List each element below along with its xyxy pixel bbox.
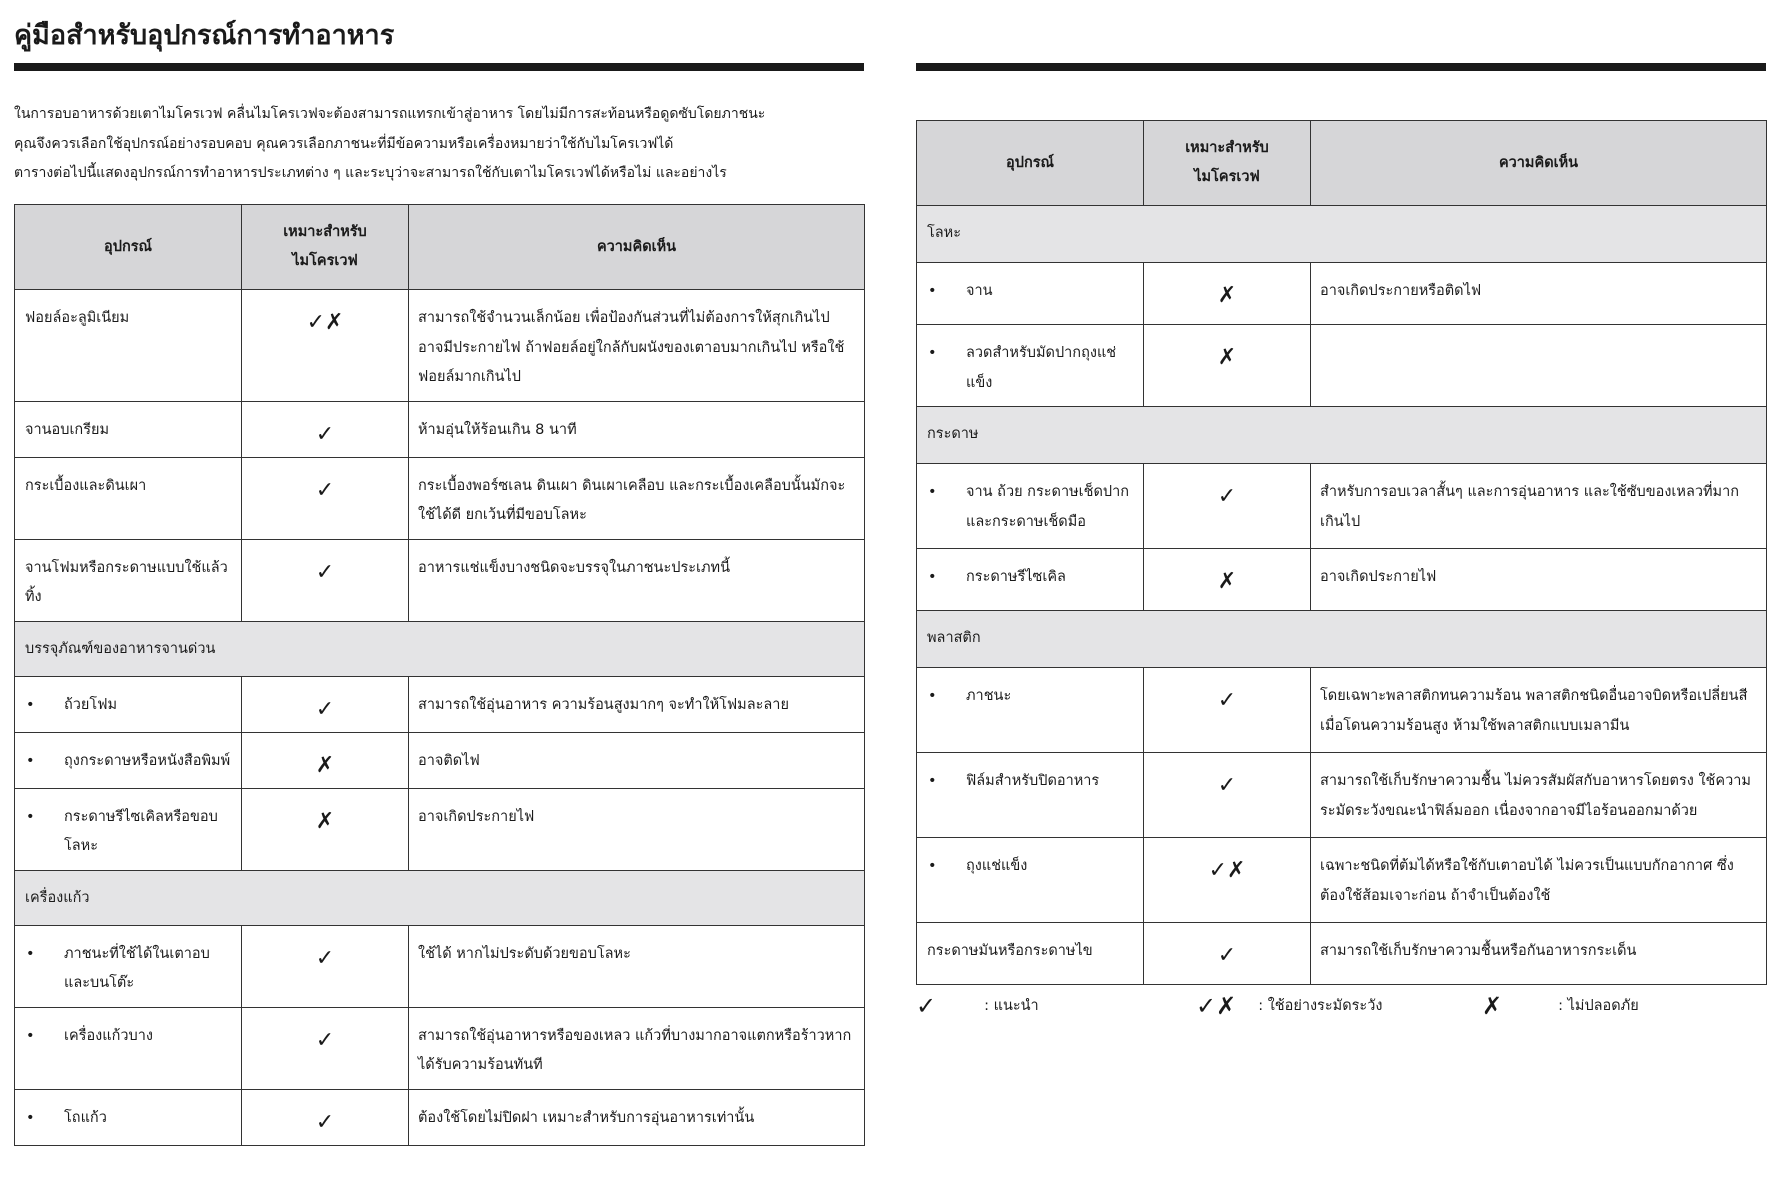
table-row xyxy=(917,668,1767,753)
utensil-comment: กระเบื้องพอร์ซเลน ดินเผา ดินเผาเคลือบ และกระเบื้องเคลือบนั้นมักจะใช้ได้ดี ยกเว้นที่มีขอบโลหะ xyxy=(409,457,865,539)
legend-label: : แนะนำ xyxy=(984,998,1039,1014)
header-comment: ความคิดเห็น xyxy=(409,205,865,290)
suitability-mark: ✓ xyxy=(1144,668,1311,753)
utensil-name: ฟอยล์อะลูมิเนียม xyxy=(15,290,242,402)
legend-caution xyxy=(1196,988,1382,1024)
table-header-row xyxy=(917,121,1767,206)
section-title: บรรจุภัณฑ์ของอาหารจานด่วน xyxy=(15,621,865,676)
suitability-mark: ✗ xyxy=(1144,263,1311,325)
utensil-comment: สามารถใช้อุ่นอาหารหรือของเหลว แก้วที่บางมากอาจแตกหรือร้าวหากได้รับความร้อนทันที xyxy=(409,1007,865,1089)
table-row xyxy=(15,290,865,402)
utensil-comment: สำหรับการอบเวลาสั้นๆ และการอุ่นอาหาร และใช้ซับของเหลวที่มากเกินไป xyxy=(1311,464,1767,549)
table-row xyxy=(917,549,1767,611)
utensil-name: จานโฟมหรือกระดาษแบบใช้แล้วทิ้ง xyxy=(15,539,242,621)
utensil-name: • กระดาษรีไซเคิลหรือขอบโลหะ xyxy=(15,788,242,870)
suitability-mark: ✗ xyxy=(242,788,409,870)
check-cross-icon: ✓✗ xyxy=(1196,992,1237,1020)
suitability-mark: ✓ xyxy=(242,401,409,457)
intro-line: ตารางต่อไปนี้แสดงอุปกรณ์การทำอาหารประเภทต่าง ๆ และระบุว่าจะสามารถใช้กับเตาไมโครเวฟได้หรือไม่ และอย่างไร xyxy=(14,165,727,181)
table-row xyxy=(917,753,1767,838)
utensil-name: • ลวดสำหรับมัดปากถุงแช่แข็ง xyxy=(917,325,1144,407)
header-utensil: อุปกรณ์ xyxy=(15,205,242,290)
suitability-mark: ✗ xyxy=(1144,549,1311,611)
utensil-name: จานอบเกรียม xyxy=(15,401,242,457)
legend-label: : ไม่ปลอดภัย xyxy=(1558,998,1639,1014)
utensil-comment: สามารถใช้อุ่นอาหาร ความร้อนสูงมากๆ จะทำให้โฟมละลาย xyxy=(409,676,865,732)
utensil-name: กระเบื้องและดินเผา xyxy=(15,457,242,539)
intro-line: ในการอบอาหารด้วยเตาไมโครเวฟ คลื่นไมโครเวฟจะต้องสามารถแทรกเข้าสู่อาหาร โดยไม่มีการสะท้อนหรือดูดซับโดยภาชนะ xyxy=(14,106,766,122)
utensil-name: • ถุงแช่แข็ง xyxy=(917,838,1144,923)
utensil-comment: อาจติดไฟ xyxy=(409,732,865,788)
title-rule xyxy=(14,63,864,71)
utensil-name: • จาน xyxy=(917,263,1144,325)
utensil-name: • ภาชนะที่ใช้ได้ในเตาอบและบนโต๊ะ xyxy=(15,925,242,1007)
legend-unsafe xyxy=(1482,988,1639,1024)
table-row xyxy=(15,457,865,539)
suitability-mark: ✓ xyxy=(242,457,409,539)
table-header-row xyxy=(15,205,865,290)
section-row xyxy=(917,407,1767,464)
header-utensil: อุปกรณ์ xyxy=(917,121,1144,206)
utensil-name: กระดาษมันหรือกระดาษไข xyxy=(917,923,1144,985)
section-row xyxy=(917,611,1767,668)
suitability-mark: ✓ xyxy=(1144,753,1311,838)
suitability-mark: ✓ xyxy=(242,925,409,1007)
cross-icon: ✗ xyxy=(1482,992,1503,1020)
table-row xyxy=(15,401,865,457)
utensil-comment: อาจเกิดประกายไฟ xyxy=(1311,549,1767,611)
table-row xyxy=(15,676,865,732)
suitability-mark: ✗ xyxy=(1144,325,1311,407)
utensil-comment: เฉพาะชนิดที่ต้มได้หรือใช้กับเตาอบได้ ไม่ควรเป็นแบบกักอากาศ ซึ่งต้องใช้ส้อมเจาะก่อน ถ้าจำเป็นต้องใช้ xyxy=(1311,838,1767,923)
suitability-mark: ✓✗ xyxy=(242,290,409,402)
section-title: เครื่องแก้ว xyxy=(15,870,865,925)
header-suitable: เหมาะสำหรับ ไมโครเวฟ xyxy=(242,205,409,290)
utensil-comment: ห้ามอุ่นให้ร้อนเกิน 8 นาที xyxy=(409,401,865,457)
utensil-comment: อาหารแช่แข็งบางชนิดจะบรรจุในภาชนะประเภทนี้ xyxy=(409,539,865,621)
table-row xyxy=(917,464,1767,549)
intro-line: คุณจึงควรเลือกใช้อุปกรณ์อย่างรอบคอบ คุณควรเลือกภาชนะที่มีข้อความหรือเครื่องหมายว่าใช้กับไมโครเวฟได้ xyxy=(14,135,674,152)
utensil-table-right xyxy=(916,120,1767,985)
utensil-comment: สามารถใช้จำนวนเล็กน้อย เพื่อป้องกันส่วนที่ไม่ต้องการให้สุกเกินไป อาจมีประกายไฟ ถ้าฟอยล์อยู่ใกล้กับผนังของเตาอบมากเกินไป หรือใช้ฟอยล์มากเกินไป xyxy=(409,290,865,402)
table-row xyxy=(15,1089,865,1145)
utensil-table-left xyxy=(14,204,865,1146)
utensil-name: • จาน ถ้วย กระดาษเช็ดปากและกระดาษเช็ดมือ xyxy=(917,464,1144,549)
utensil-name: • ถุงกระดาษหรือหนังสือพิมพ์ xyxy=(15,732,242,788)
suitability-mark: ✓ xyxy=(1144,923,1311,985)
table-row xyxy=(917,325,1767,407)
check-icon: ✓ xyxy=(916,992,937,1020)
section-row xyxy=(15,621,865,676)
section-row xyxy=(917,206,1767,263)
utensil-comment: โดยเฉพาะพลาสติกทนความร้อน พลาสติกชนิดอื่นอาจบิดหรือเปลี่ยนสีเมื่อโดนความร้อนสูง ห้ามใช้พลาสติกแบบเมลามีน xyxy=(1311,668,1767,753)
table-row xyxy=(15,732,865,788)
table-row xyxy=(917,838,1767,923)
utensil-comment: สามารถใช้เก็บรักษาความชื้น ไม่ควรสัมผัสกับอาหารโดยตรง ใช้ความระมัดระวังขณะนำฟิล์มออก เนื่องจากอาจมีไอร้อนออกมาด้วย xyxy=(1311,753,1767,838)
suitability-mark: ✓✗ xyxy=(1144,838,1311,923)
utensil-comment xyxy=(1311,325,1767,407)
section-title: พลาสติก xyxy=(917,611,1767,668)
suitability-mark: ✗ xyxy=(242,732,409,788)
table-row xyxy=(15,925,865,1007)
utensil-name: • ฟิล์มสำหรับปิดอาหาร xyxy=(917,753,1144,838)
utensil-comment: ใช้ได้ หากไม่ประดับด้วยขอบโลหะ xyxy=(409,925,865,1007)
table-row xyxy=(15,539,865,621)
page-title: คู่มือสำหรับอุปกรณ์การทำอาหาร xyxy=(14,20,395,51)
legend xyxy=(916,988,1766,1028)
suitability-mark: ✓ xyxy=(242,1007,409,1089)
utensil-name: • ถ้วยโฟม xyxy=(15,676,242,732)
utensil-comment: ต้องใช้โดยไม่ปิดฝา เหมาะสำหรับการอุ่นอาหารเท่านั้น xyxy=(409,1089,865,1145)
utensil-comment: อาจเกิดประกายไฟ xyxy=(409,788,865,870)
table-row xyxy=(917,923,1767,985)
utensil-name: • เครื่องแก้วบาง xyxy=(15,1007,242,1089)
table-row xyxy=(15,1007,865,1089)
legend-label: : ใช้อย่างระมัดระวัง xyxy=(1258,998,1383,1014)
intro-paragraph xyxy=(14,100,864,189)
section-row xyxy=(15,870,865,925)
suitability-mark: ✓ xyxy=(242,676,409,732)
table-row xyxy=(917,263,1767,325)
utensil-name: • กระดาษรีไซเคิล xyxy=(917,549,1144,611)
utensil-name: • โถแก้ว xyxy=(15,1089,242,1145)
header-comment: ความคิดเห็น xyxy=(1311,121,1767,206)
title-rule xyxy=(916,63,1766,71)
section-title: โลหะ xyxy=(917,206,1767,263)
header-suitable: เหมาะสำหรับ ไมโครเวฟ xyxy=(1144,121,1311,206)
legend-recommended xyxy=(916,988,1039,1024)
suitability-mark: ✓ xyxy=(1144,464,1311,549)
utensil-comment: อาจเกิดประกายหรือติดไฟ xyxy=(1311,263,1767,325)
suitability-mark: ✓ xyxy=(242,539,409,621)
suitability-mark: ✓ xyxy=(242,1089,409,1145)
utensil-comment: สามารถใช้เก็บรักษาความชื้นหรือกันอาหารกระเด็น xyxy=(1311,923,1767,985)
table-row xyxy=(15,788,865,870)
utensil-name: • ภาชนะ xyxy=(917,668,1144,753)
section-title: กระดาษ xyxy=(917,407,1767,464)
